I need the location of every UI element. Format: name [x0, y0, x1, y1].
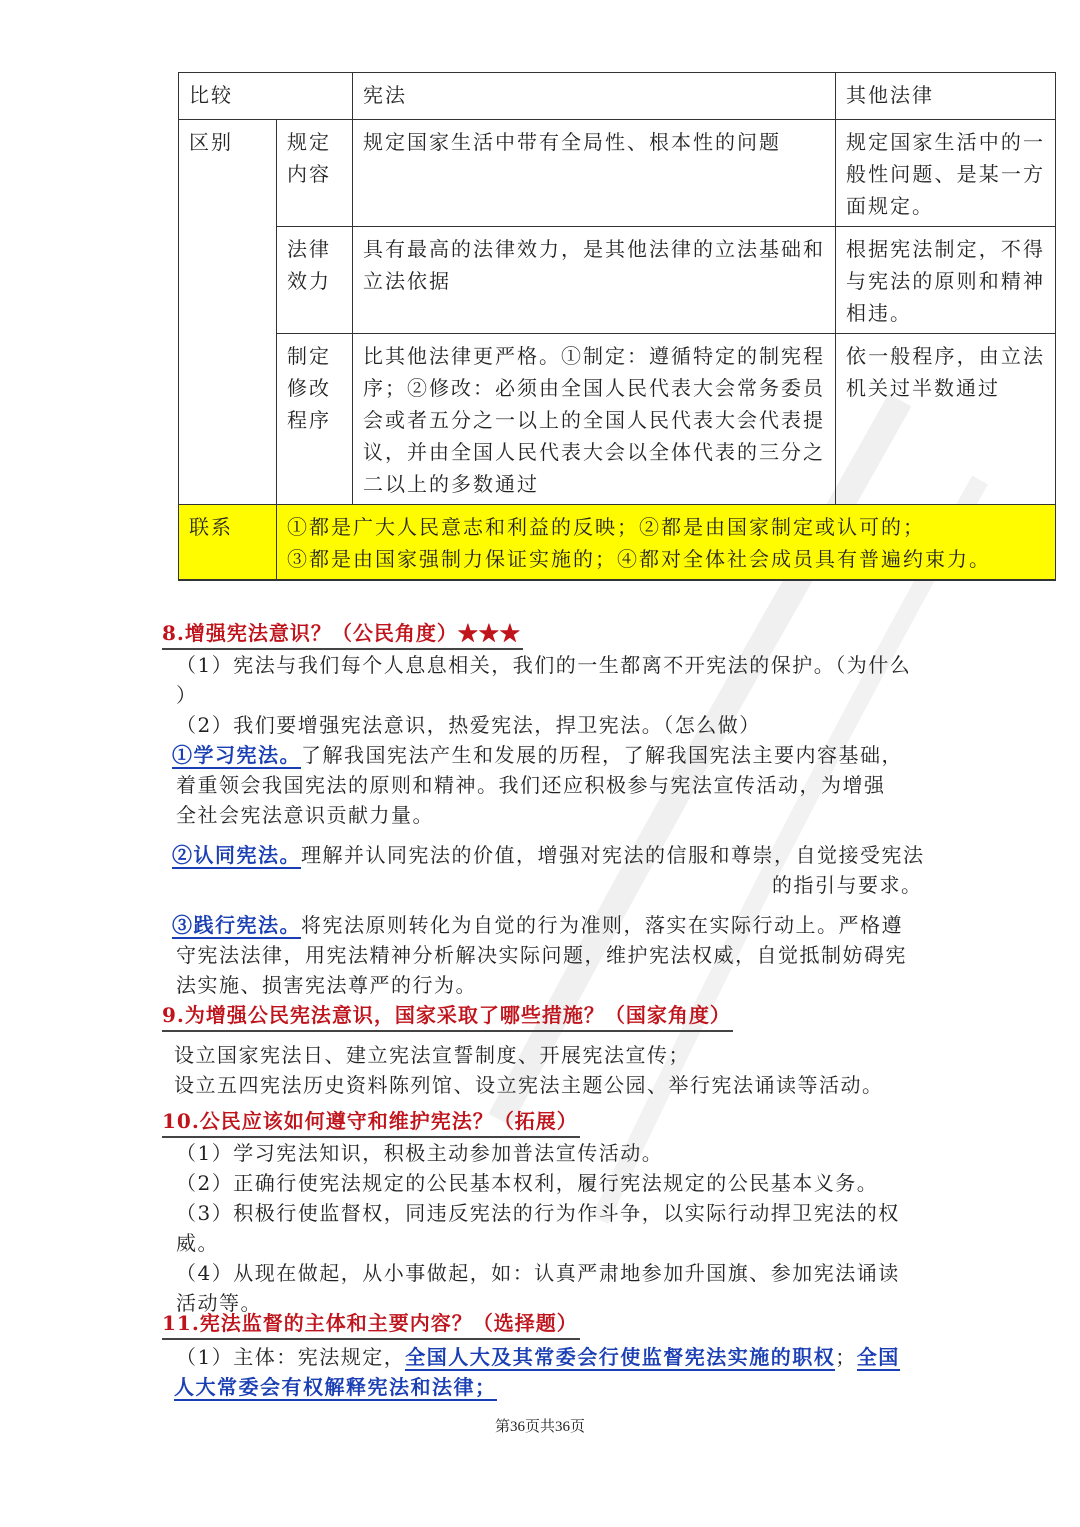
q9-title: 9.为增强公民宪法意识，国家采取了哪些措施？（国家角度）: [162, 1000, 733, 1032]
q9-line1: 设立国家宪法日、建立宪法宣誓制度、开展宪法宣传；: [174, 1043, 690, 1067]
q11-prefix: （1）主体：宪法规定，: [176, 1345, 406, 1369]
q10-title: 10.公民应该如何遵守和维护宪法？（拓展）: [162, 1106, 580, 1138]
other-law-cell: 依一般程序，由立法机关过半数通过: [836, 334, 1056, 505]
constitution-cell: 比其他法律更严格。①制定：遵循特定的制宪程序；②修改：必须由全国人民代表大会常务委员会或者五分之一以上的全国人民代表大会代表提议，并由全国人民代表大会以全体代表的三分之二以上的多数通过: [353, 334, 836, 505]
other-law-cell: 规定国家生活中的一般性问题、是某一方面规定。: [836, 120, 1056, 227]
practice-constitution-label: ③践行宪法。: [172, 913, 301, 937]
interpretation-text-b: 人大常委会有权解释宪法和法律；: [174, 1375, 497, 1399]
section-q8: [162, 618, 925, 1000]
item3-line3: 法实施、损害宪法尊严的行为。: [176, 973, 477, 997]
q8-title: 8.增强宪法意识？（公民角度）★★★: [162, 618, 523, 650]
link-row: [179, 505, 1056, 581]
q10-point4: （4）从现在做起，从小事做起，如：认真严肃地参加升国旗、参加宪法诵读: [176, 1261, 900, 1285]
q11-separator: ；: [835, 1345, 857, 1369]
page-footer: 第36页共36页: [494, 1419, 585, 1435]
q10-point4-end: 活动等。: [176, 1291, 262, 1315]
item3-text: 将宪法原则转化为自觉的行为准则，落实在实际行动上。严格遵: [301, 913, 903, 937]
recognize-constitution-label: ②认同宪法。: [172, 843, 301, 867]
item2-text: 理解并认同宪法的价值，增强对宪法的信服和尊崇，自觉接受宪法: [301, 843, 925, 867]
other-law-cell: 根据宪法制定，不得与宪法的原则和精神相违。: [836, 227, 1056, 334]
table-row: [179, 227, 1056, 334]
q8-point1-end: ）: [176, 683, 198, 707]
section-q9: [162, 1000, 884, 1100]
interpretation-text-a: 全国: [856, 1345, 900, 1369]
header-constitution: 宪法: [353, 73, 836, 120]
link-line: ③都是由国家强制力保证实施的；④都对全体社会成员具有普遍约束力。: [287, 547, 991, 571]
item1-text: 了解我国宪法产生和发展的历程，了解我国宪法主要内容基础，: [301, 743, 903, 767]
table-row: [179, 120, 1056, 227]
item1-line2: 着重领会我国宪法的原则和精神。我们还应积极参与宪法宣传活动，为增强: [176, 773, 886, 797]
link-content: [277, 505, 1056, 581]
comparison-table: [178, 72, 1056, 581]
item2-line2: 的指引与要求。: [772, 873, 923, 897]
constitution-cell: 具有最高的法律效力，是其他法律的立法基础和立法依据: [353, 227, 836, 334]
item1-line3: 全社会宪法意识贡献力量。: [176, 803, 434, 827]
constitution-cell: 规定国家生活中带有全局性、根本性的问题: [353, 120, 836, 227]
q10-point3: （3）积极行使监督权，同违反宪法的行为作斗争，以实际行动捍卫宪法的权: [176, 1201, 900, 1225]
section-q10: [162, 1106, 900, 1318]
q8-point1: （1）宪法与我们每个人息息相关，我们的一生都离不开宪法的保护。（为什么: [176, 653, 912, 677]
q8-point2: （2）我们要增强宪法意识，热爱宪法，捍卫宪法。（怎么做）: [176, 713, 761, 737]
q10-point1: （1）学习宪法知识，积极主动参加普法宣传活动。: [176, 1141, 664, 1165]
learn-constitution-label: ①学习宪法。: [172, 743, 301, 767]
q11-title: 11.宪法监督的主体和主要内容？（选择题）: [162, 1308, 580, 1340]
link-label: 联系: [179, 505, 277, 581]
item3-line2: 守宪法法律，用宪法精神分析解决实际问题，维护宪法权威，自觉抵制妨碍宪: [176, 943, 907, 967]
header-compare: 比较: [179, 73, 353, 120]
aspect-cell: 法律效力: [277, 227, 353, 334]
q9-line2: 设立五四宪法历史资料陈列馆、设立宪法主题公园、举行宪法诵读等活动。: [174, 1073, 884, 1097]
supervision-subject-text: 全国人大及其常委会行使监督宪法实施的职权: [405, 1345, 836, 1369]
table-header-row: [179, 73, 1056, 120]
table-row: [179, 334, 1056, 505]
aspect-cell: 规定内容: [277, 120, 353, 227]
difference-label: 区别: [179, 120, 277, 505]
aspect-cell: 制定修改程序: [277, 334, 353, 505]
q10-point2: （2）正确行使宪法规定的公民基本权利，履行宪法规定的公民基本义务。: [176, 1171, 879, 1195]
header-other-law: 其他法律: [836, 73, 1056, 120]
q10-point3-end: 威。: [176, 1231, 219, 1255]
section-q11: [162, 1308, 900, 1402]
link-line: ①都是广大人民意志和利益的反映；②都是由国家制定或认可的；: [287, 515, 925, 539]
